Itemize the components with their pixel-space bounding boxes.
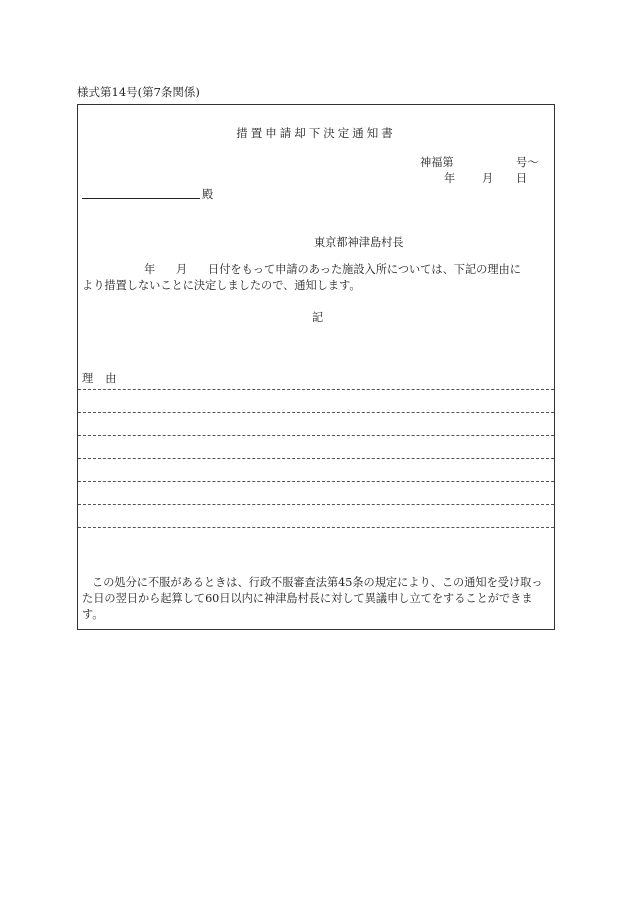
reason-line-7 (78, 527, 554, 528)
issue-date-day: 日 (516, 172, 528, 185)
appeal-note (82, 575, 552, 623)
appeal-note-text: この処分に不服があるときは、行政不服審査法第45条の規定により、この通知を受け取った日の翌日から起算して60日以内に神津島村長に対して異議申し立てをすることができます。 (82, 576, 543, 621)
reason-line-2 (78, 412, 554, 413)
document-number-suffix: 号〜 (516, 156, 539, 169)
body-line1: 日付をもって申請のあった施設入所については、下記の理由に (208, 263, 521, 276)
document-number-prefix: 神福第 (420, 156, 454, 169)
reason-line-5 (78, 481, 554, 482)
reason-line-3 (78, 435, 554, 436)
notice-title: 措置申請却下決定通知書 (236, 126, 396, 140)
addressee-suffix: 殿 (202, 188, 214, 201)
reason-line-6 (78, 504, 554, 505)
issue-date (444, 170, 527, 186)
notice-body (82, 262, 552, 294)
reason-line-4 (78, 458, 554, 459)
issue-date-month: 月 (482, 172, 494, 185)
form-label: 様式第14号(第7条関係) (77, 85, 200, 99)
body-month: 月 (176, 263, 188, 276)
ki-heading: 記 (312, 311, 324, 324)
reason-line-1 (78, 389, 554, 390)
sender-name: 東京都神津島村長 (314, 236, 404, 249)
document-number (420, 154, 538, 170)
reason-label: 理由 (82, 372, 129, 385)
body-line2: より措置しないことに決定しましたので、通知します。 (82, 279, 361, 292)
body-year: 年 (144, 263, 156, 276)
issue-date-year: 年 (444, 172, 456, 185)
addressee-name-line (82, 198, 200, 199)
